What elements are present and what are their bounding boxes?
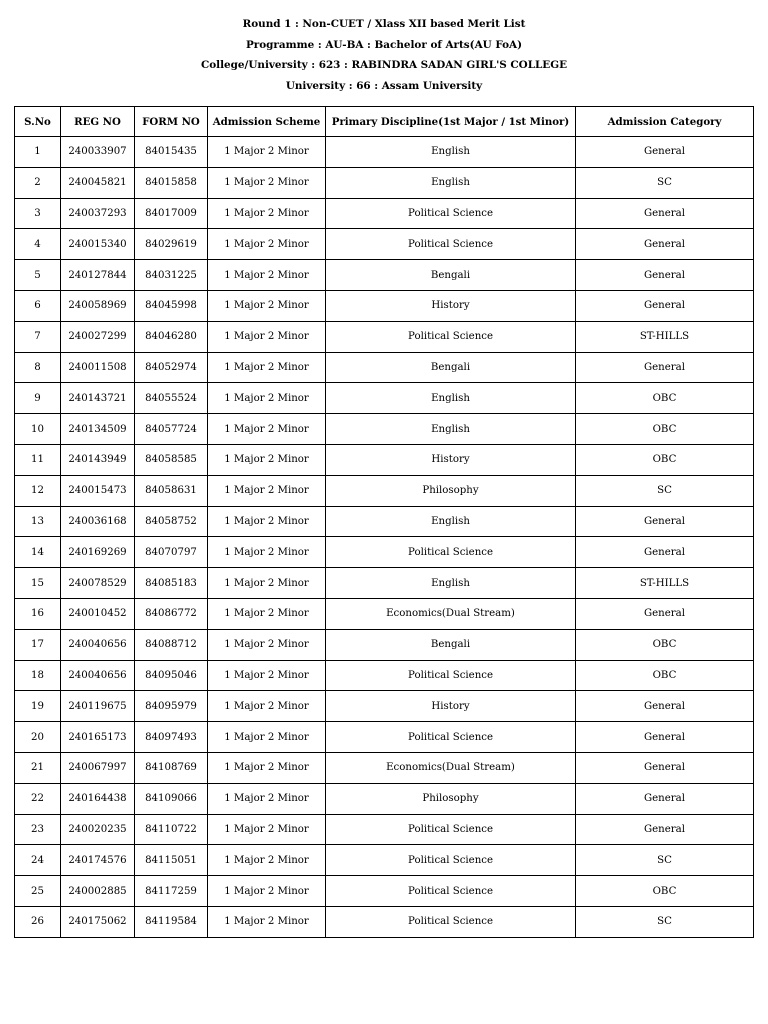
cell-admission-scheme: 1 Major 2 Minor: [208, 321, 326, 352]
table-row: [15, 876, 754, 907]
table-row: [15, 660, 754, 691]
table-row: [15, 167, 754, 198]
table-row: [15, 568, 754, 599]
cell-reg-no: 240143949: [61, 444, 135, 475]
cell-form-no: 84052974: [135, 352, 208, 383]
cell-form-no: 84015435: [135, 137, 208, 168]
cell-sno: 15: [15, 568, 61, 599]
cell-sno: 5: [15, 260, 61, 291]
cell-form-no: 84055524: [135, 383, 208, 414]
table-row: [15, 229, 754, 260]
cell-primary-discipline: English: [326, 167, 576, 198]
cell-admission-scheme: 1 Major 2 Minor: [208, 783, 326, 814]
cell-admission-category: General: [576, 814, 754, 845]
cell-reg-no: 240058969: [61, 290, 135, 321]
cell-form-no: 84045998: [135, 290, 208, 321]
cell-form-no: 84057724: [135, 414, 208, 445]
cell-form-no: 84086772: [135, 598, 208, 629]
cell-reg-no: 240037293: [61, 198, 135, 229]
cell-primary-discipline: Political Science: [326, 906, 576, 937]
cell-primary-discipline: Political Science: [326, 660, 576, 691]
cell-admission-category: General: [576, 290, 754, 321]
table-row: [15, 752, 754, 783]
cell-reg-no: 240045821: [61, 167, 135, 198]
table-row: [15, 198, 754, 229]
cell-form-no: 84058631: [135, 475, 208, 506]
cell-primary-discipline: History: [326, 691, 576, 722]
table-row: [15, 137, 754, 168]
table-row: [15, 383, 754, 414]
cell-form-no: 84115051: [135, 845, 208, 876]
cell-admission-category: General: [576, 752, 754, 783]
cell-sno: 16: [15, 598, 61, 629]
table-row: [15, 906, 754, 937]
table-row: [15, 629, 754, 660]
cell-admission-scheme: 1 Major 2 Minor: [208, 444, 326, 475]
column-header-admission-scheme: Admission Scheme: [208, 107, 326, 137]
cell-admission-scheme: 1 Major 2 Minor: [208, 845, 326, 876]
cell-admission-category: ST-HILLS: [576, 321, 754, 352]
cell-primary-discipline: English: [326, 137, 576, 168]
cell-primary-discipline: English: [326, 568, 576, 599]
cell-admission-scheme: 1 Major 2 Minor: [208, 475, 326, 506]
cell-form-no: 84119584: [135, 906, 208, 937]
cell-reg-no: 240015340: [61, 229, 135, 260]
cell-primary-discipline: English: [326, 383, 576, 414]
cell-admission-scheme: 1 Major 2 Minor: [208, 290, 326, 321]
cell-admission-category: General: [576, 722, 754, 753]
cell-form-no: 84029619: [135, 229, 208, 260]
cell-admission-category: General: [576, 691, 754, 722]
cell-sno: 10: [15, 414, 61, 445]
merit-list-table-head: [15, 107, 754, 137]
cell-admission-category: General: [576, 598, 754, 629]
cell-primary-discipline: Political Science: [326, 537, 576, 568]
cell-sno: 25: [15, 876, 61, 907]
cell-admission-category: General: [576, 783, 754, 814]
round-title: Round 1 : Non-CUET / Xlass XII based Merit List: [242, 18, 526, 30]
cell-sno: 17: [15, 629, 61, 660]
cell-primary-discipline: Philosophy: [326, 783, 576, 814]
cell-reg-no: 240169269: [61, 537, 135, 568]
cell-reg-no: 240002885: [61, 876, 135, 907]
cell-sno: 7: [15, 321, 61, 352]
cell-form-no: 84017009: [135, 198, 208, 229]
cell-admission-category: OBC: [576, 383, 754, 414]
cell-admission-category: OBC: [576, 444, 754, 475]
cell-form-no: 84110722: [135, 814, 208, 845]
table-row: [15, 814, 754, 845]
cell-admission-scheme: 1 Major 2 Minor: [208, 568, 326, 599]
cell-primary-discipline: Bengali: [326, 260, 576, 291]
cell-sno: 14: [15, 537, 61, 568]
cell-sno: 24: [15, 845, 61, 876]
programme-title: Programme : AU-BA : Bachelor of Arts(AU FoA): [245, 38, 523, 51]
cell-sno: 1: [15, 137, 61, 168]
cell-primary-discipline: Political Science: [326, 198, 576, 229]
column-header-form-no: FORM NO: [135, 107, 208, 137]
cell-reg-no: 240174576: [61, 845, 135, 876]
cell-admission-scheme: 1 Major 2 Minor: [208, 906, 326, 937]
cell-admission-category: OBC: [576, 629, 754, 660]
cell-reg-no: 240036168: [61, 506, 135, 537]
cell-sno: 8: [15, 352, 61, 383]
cell-reg-no: 240165173: [61, 722, 135, 753]
cell-sno: 13: [15, 506, 61, 537]
cell-reg-no: 240175062: [61, 906, 135, 937]
cell-primary-discipline: English: [326, 414, 576, 445]
cell-admission-scheme: 1 Major 2 Minor: [208, 137, 326, 168]
cell-admission-category: ST-HILLS: [576, 568, 754, 599]
cell-form-no: 84095046: [135, 660, 208, 691]
cell-admission-scheme: 1 Major 2 Minor: [208, 167, 326, 198]
cell-sno: 23: [15, 814, 61, 845]
cell-sno: 22: [15, 783, 61, 814]
cell-form-no: 84085183: [135, 568, 208, 599]
cell-primary-discipline: History: [326, 444, 576, 475]
column-header-admission-category: Admission Category: [576, 107, 754, 137]
cell-reg-no: 240127844: [61, 260, 135, 291]
table-row: [15, 321, 754, 352]
cell-reg-no: 240134509: [61, 414, 135, 445]
cell-sno: 11: [15, 444, 61, 475]
cell-admission-scheme: 1 Major 2 Minor: [208, 414, 326, 445]
cell-form-no: 84058585: [135, 444, 208, 475]
table-row: [15, 598, 754, 629]
cell-admission-category: General: [576, 537, 754, 568]
cell-reg-no: 240067997: [61, 752, 135, 783]
cell-reg-no: 240078529: [61, 568, 135, 599]
cell-reg-no: 240033907: [61, 137, 135, 168]
cell-sno: 20: [15, 722, 61, 753]
cell-admission-category: OBC: [576, 414, 754, 445]
cell-sno: 21: [15, 752, 61, 783]
cell-admission-scheme: 1 Major 2 Minor: [208, 537, 326, 568]
merit-list-header: [0, 14, 768, 97]
table-row: [15, 475, 754, 506]
cell-primary-discipline: Economics(Dual Stream): [326, 598, 576, 629]
cell-reg-no: 240015473: [61, 475, 135, 506]
cell-admission-scheme: 1 Major 2 Minor: [208, 660, 326, 691]
cell-admission-scheme: 1 Major 2 Minor: [208, 229, 326, 260]
college-title: College/University : 623 : RABINDRA SADAN GIRL'S COLLEGE: [200, 59, 568, 72]
cell-form-no: 84095979: [135, 691, 208, 722]
cell-primary-discipline: Political Science: [326, 321, 576, 352]
cell-sno: 12: [15, 475, 61, 506]
cell-primary-discipline: Political Science: [326, 876, 576, 907]
cell-admission-category: SC: [576, 167, 754, 198]
table-row: [15, 260, 754, 291]
cell-form-no: 84117259: [135, 876, 208, 907]
cell-reg-no: 240164438: [61, 783, 135, 814]
cell-admission-scheme: 1 Major 2 Minor: [208, 198, 326, 229]
cell-form-no: 84031225: [135, 260, 208, 291]
cell-reg-no: 240040656: [61, 629, 135, 660]
cell-admission-category: General: [576, 198, 754, 229]
cell-admission-scheme: 1 Major 2 Minor: [208, 352, 326, 383]
cell-admission-category: General: [576, 137, 754, 168]
table-row: [15, 290, 754, 321]
cell-primary-discipline: Political Science: [326, 229, 576, 260]
cell-admission-category: OBC: [576, 876, 754, 907]
cell-admission-scheme: 1 Major 2 Minor: [208, 598, 326, 629]
cell-admission-scheme: 1 Major 2 Minor: [208, 260, 326, 291]
cell-admission-category: General: [576, 506, 754, 537]
cell-reg-no: 240143721: [61, 383, 135, 414]
cell-sno: 26: [15, 906, 61, 937]
cell-sno: 2: [15, 167, 61, 198]
table-row: [15, 691, 754, 722]
cell-sno: 19: [15, 691, 61, 722]
cell-sno: 6: [15, 290, 61, 321]
cell-form-no: 84097493: [135, 722, 208, 753]
cell-primary-discipline: Political Science: [326, 845, 576, 876]
cell-reg-no: 240020235: [61, 814, 135, 845]
cell-reg-no: 240119675: [61, 691, 135, 722]
cell-sno: 3: [15, 198, 61, 229]
cell-form-no: 84070797: [135, 537, 208, 568]
cell-admission-scheme: 1 Major 2 Minor: [208, 383, 326, 414]
cell-primary-discipline: Philosophy: [326, 475, 576, 506]
cell-admission-category: General: [576, 229, 754, 260]
cell-primary-discipline: Bengali: [326, 629, 576, 660]
cell-admission-scheme: 1 Major 2 Minor: [208, 691, 326, 722]
cell-admission-category: General: [576, 260, 754, 291]
cell-admission-category: General: [576, 352, 754, 383]
merit-list-table-body: [15, 137, 754, 938]
cell-reg-no: 240027299: [61, 321, 135, 352]
cell-primary-discipline: Political Science: [326, 722, 576, 753]
cell-reg-no: 240010452: [61, 598, 135, 629]
cell-form-no: 84088712: [135, 629, 208, 660]
cell-admission-category: SC: [576, 845, 754, 876]
cell-primary-discipline: Political Science: [326, 814, 576, 845]
cell-primary-discipline: Economics(Dual Stream): [326, 752, 576, 783]
column-header-reg-no: REG NO: [61, 107, 135, 137]
cell-admission-scheme: 1 Major 2 Minor: [208, 506, 326, 537]
cell-admission-scheme: 1 Major 2 Minor: [208, 814, 326, 845]
cell-admission-scheme: 1 Major 2 Minor: [208, 876, 326, 907]
cell-admission-scheme: 1 Major 2 Minor: [208, 752, 326, 783]
cell-form-no: 84046280: [135, 321, 208, 352]
cell-primary-discipline: History: [326, 290, 576, 321]
cell-sno: 9: [15, 383, 61, 414]
table-row: [15, 845, 754, 876]
cell-reg-no: 240011508: [61, 352, 135, 383]
merit-list-table: [14, 106, 754, 938]
cell-admission-category: SC: [576, 475, 754, 506]
table-row: [15, 352, 754, 383]
table-row: [15, 783, 754, 814]
cell-reg-no: 240040656: [61, 660, 135, 691]
cell-admission-category: SC: [576, 906, 754, 937]
column-header-sno: S.No: [15, 107, 61, 137]
table-row: [15, 506, 754, 537]
cell-form-no: 84108769: [135, 752, 208, 783]
cell-admission-scheme: 1 Major 2 Minor: [208, 629, 326, 660]
table-row: [15, 444, 754, 475]
university-title: University : 66 : Assam University: [285, 80, 483, 93]
table-row: [15, 722, 754, 753]
column-header-primary-discipline: Primary Discipline(1st Major / 1st Minor): [326, 107, 576, 137]
cell-primary-discipline: English: [326, 506, 576, 537]
table-row: [15, 537, 754, 568]
cell-form-no: 84058752: [135, 506, 208, 537]
cell-form-no: 84109066: [135, 783, 208, 814]
table-header-row: [15, 107, 754, 137]
table-row: [15, 414, 754, 445]
cell-form-no: 84015858: [135, 167, 208, 198]
cell-sno: 18: [15, 660, 61, 691]
cell-primary-discipline: Bengali: [326, 352, 576, 383]
cell-admission-category: OBC: [576, 660, 754, 691]
cell-admission-scheme: 1 Major 2 Minor: [208, 722, 326, 753]
cell-sno: 4: [15, 229, 61, 260]
